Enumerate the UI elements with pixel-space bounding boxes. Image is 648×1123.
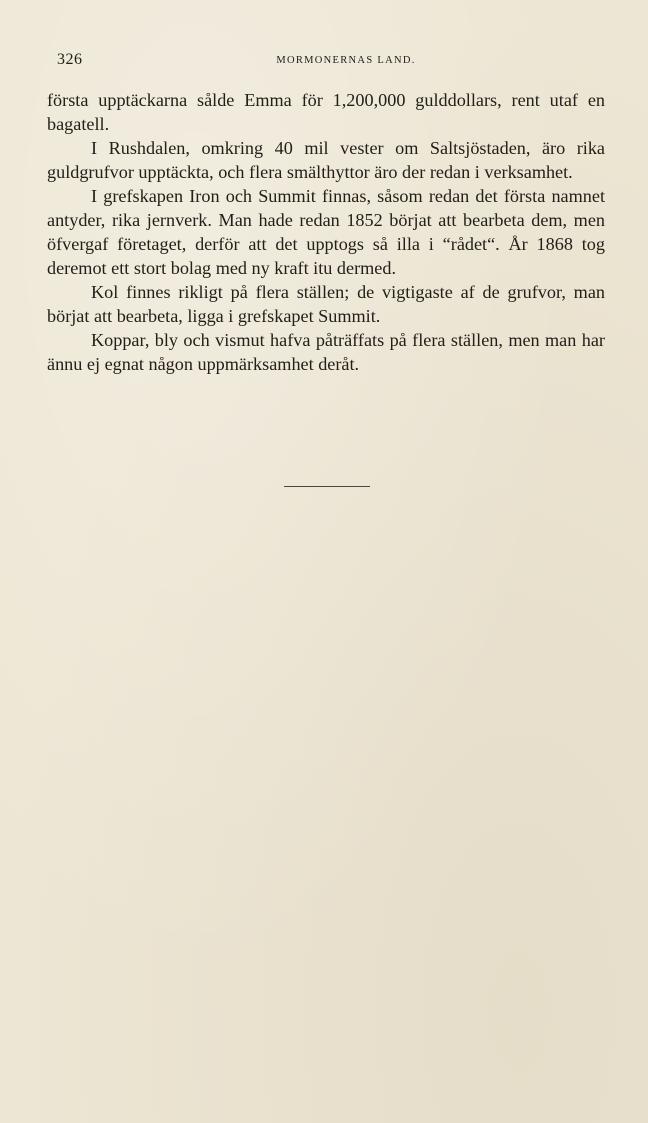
paragraph-continuation: första upptäckarna sålde Emma för 1,200,000 gulddollars, rent utaf en bagatell. — [47, 90, 605, 134]
paragraph-kol: Kol finnes rikligt på flera ställen; de vigtigaste af de grufvor, man börjat att bearbeta, ligga i grefskapet Summit. — [47, 282, 605, 326]
section-end-rule — [284, 486, 370, 487]
body-text — [47, 88, 605, 376]
page-number: 326 — [57, 51, 83, 68]
running-title: MORMONERNAS LAND. — [276, 55, 416, 66]
running-head — [47, 51, 605, 71]
paragraph-koppar: Koppar, bly och vismut hafva påträffats på flera ställen, men man har ännu ej egnat någon uppmärksamhet deråt. — [47, 330, 605, 374]
paragraph-rushdalen: I Rushdalen, omkring 40 mil vester om Saltsjöstaden, äro rika guldgrufvor upptäckta, och flera smälthyttor äro der redan i verksamhet. — [47, 138, 605, 182]
paragraph-iron-summit: I grefskapen Iron och Summit finnas, såsom redan det första namnet antyder, rika jernverk. Man hade redan 1852 börjat att bearbeta dem, men öfvergaf företaget, derför att det upptogs så illa i “rådet“. År 1868 tog deremot ett stort bolag med ny kraft itu dermed. — [47, 186, 605, 278]
